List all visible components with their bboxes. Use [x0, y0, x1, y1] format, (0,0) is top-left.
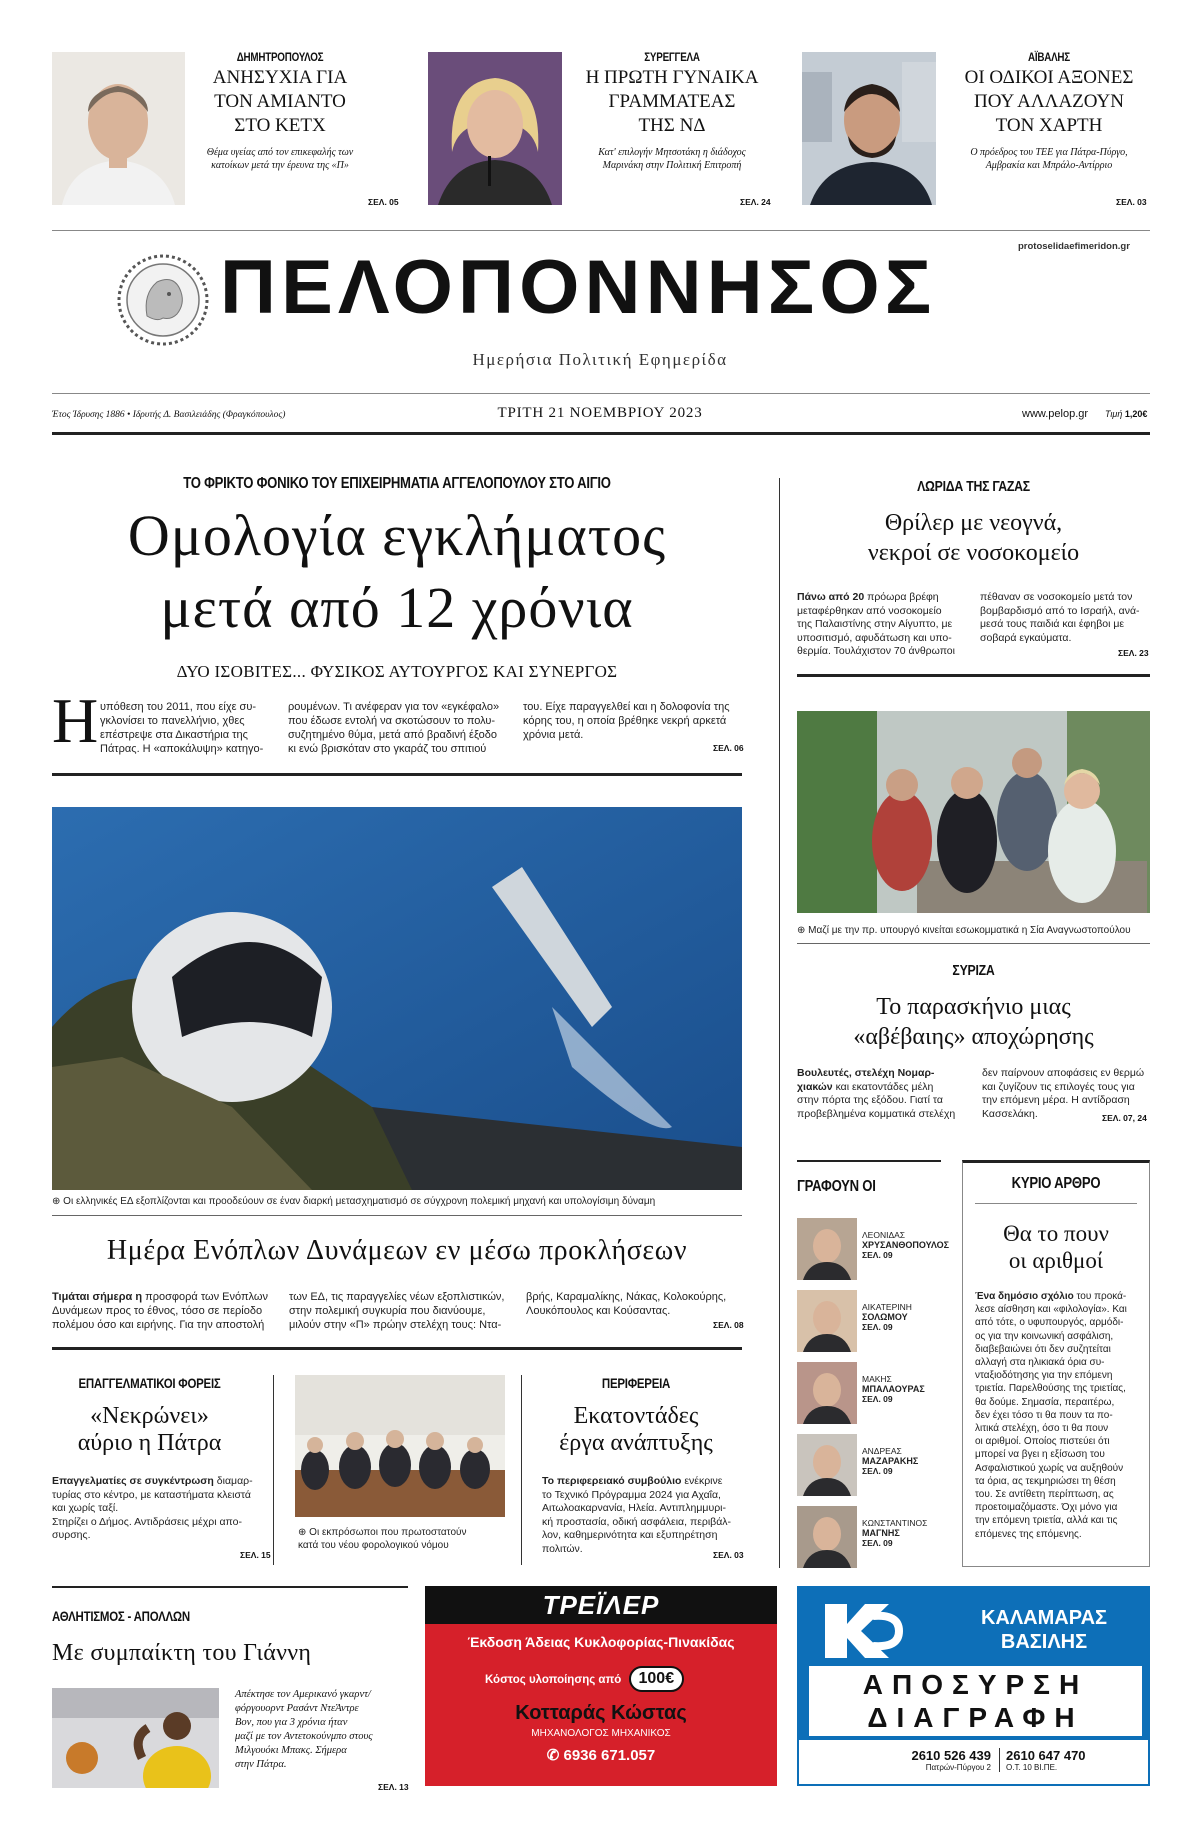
photo-basketball-player	[52, 1688, 219, 1788]
divider	[52, 1215, 742, 1216]
ad-kalamaras[interactable]	[797, 1586, 1150, 1786]
writer-name[interactable]: ΚΩΝΣΤΑΝΤΙΝΟΣ ΜΑΓΝΗΣ ΣΕΛ. 09	[862, 1518, 928, 1548]
story-headline[interactable]: Η ΠΡΩΤΗ ΓΥΝΑΙΚΑ ΓΡΑΜΜΑΤΕΑΣ ΤΗΣ ΝΔ	[585, 67, 759, 136]
editorial-title: ΚΥΡΙΟ ΑΡΘΡΟ	[1011, 1175, 1101, 1192]
gaza-col-2: πέθαναν σε νοσοκομείο μετά τον βομβαρδισμό από το Ισραήλ, ανά- μεσά τους παιδιά και έφηβοι με σοβαρά εγκαύματα.	[980, 591, 1140, 644]
gaza-col-1: Πάνω από 20 πρόωρα βρέφη μεταφέρθηκαν από νοσοκομείο της Παλαιστίνης στην Αίγυπτο, με υποσιτισμό, αφυδάτωση και υπο- θερμία. Τουλάχιστον 70 άνθρωποι	[797, 591, 955, 657]
page-ref: ΣΕΛ. 03	[713, 1550, 744, 1560]
masthead-title: ΠΕΛΟΠΟΝΝΗΣΟΣ	[220, 245, 937, 330]
editorial-text: Ένα δημόσιο σχόλιο του προκά- λεσε αίσθηση και «φιλολογία». Και από τότε, ο υφυπουργός, αρμόδι- ος για την κοινωνική ασφάλιση, διαβεβαιώνει ότι δεν συζητείται αλλαγή στα ηλικιακά όρια συ- νταξιοδότησης για την επόμενη τριετία. Παρελθούσης της τριετίας, θα δούμε. Σημασία, περαιτέρω, δεν έχει τόσο τι θα πουν τα πο- λιτικά στελέχη, όσο τι θα πουν οι αριθμοί. Οποίος πιστεύει ότι μπορεί να βγει η εξίσωση του Ασφαλιστικού χωρίς να αυξηθούν τα όρια, ας τεκμηριώσει τη θέση του. Σε αντίθετη περίπτωση, ας προετοιμαζόμαστε. Όχι μόνο για την επόμενη τριετία, αλλά και τις επόμενες της επόμενης.	[975, 1291, 1127, 1540]
ad-trailer-title: ΤΡΕΪΛΕΡ	[542, 1590, 660, 1620]
lead-deck: ΔΥΟ ΙΣΟΒΙΤΕΣ... ΦΥΣΙΚΟΣ ΑΥΤΟΥΡΓΟΣ ΚΑΙ ΣΥΝΕΡΓΟΣ	[176, 662, 618, 681]
ad-trailer[interactable]	[425, 1586, 777, 1786]
divider	[273, 1375, 274, 1565]
lead-col-3: του. Είχε παραγγελθεί και η δολοφονία της κόρης του, η οποία βρέθηκε νεκρή αρκετά χρόνια μετά.	[523, 701, 730, 741]
page-ref: ΣΕΛ. 06	[713, 743, 744, 753]
ad-kalamaras-service: ΑΠΟΣΥΡΣΗ ΔΙΑΓΡΑΦΗ	[809, 1666, 1142, 1736]
story-tag: ΑΪΒΑΛΗΣ	[1028, 50, 1070, 64]
region-kicker: ΠΕΡΙΦΕΡΕΙΑ	[601, 1375, 671, 1391]
syriza-col-1: Βουλευτές, στελέχη Νομαρ- χιακών και εκατοντάδες μέλη στην πόρτα της εξόδου. Γιατί τα προβεβλημένα κομματικά στελέχη	[797, 1067, 956, 1120]
divider	[52, 432, 1150, 435]
photo-syriza-women	[797, 711, 1150, 913]
page-ref: ΣΕΛ. 23	[1118, 648, 1149, 658]
founded-info: Έτος Ίδρυσης 1886 • Ιδρυτής Δ. Βασιλειάδης (Φραγκόπουλος)	[52, 410, 286, 420]
ad-trailer-name: Κοτταράς Κώστας	[515, 1702, 687, 1724]
writer-photo	[797, 1362, 857, 1424]
writer-photo	[797, 1434, 857, 1496]
divider	[521, 1375, 522, 1565]
lead-col-1: υπόθεση του 2011, που είχε συ- γκλονίσει το πανελλήνιο, χθες επέστρεψε στα Δικαστήρια της Πάτρας. Η «αποκάλυψη» κατηγο-	[100, 701, 264, 755]
page-ref: ΣΕΛ. 13	[378, 1782, 409, 1792]
divider	[797, 1160, 941, 1162]
photo-fighter-pilot	[52, 807, 742, 1190]
ad-kalamaras-logo-icon	[821, 1600, 903, 1662]
region-headline[interactable]: Εκατοντάδες έργα ανάπτυξης	[559, 1403, 713, 1456]
source-watermark: protoselidaefimeridon.gr	[1018, 241, 1130, 252]
ad-trailer-role: ΜΗΧΑΝΟΛΟΓΟΣ ΜΗΧΑΝΙΚΟΣ	[531, 1728, 671, 1739]
writer-name[interactable]: ΑΙΚΑΤΕΡΙΝΗ ΣΟΛΩΜΟΥ ΣΕΛ. 09	[862, 1302, 912, 1332]
army-col-2: των ΕΔ, τις παραγγελίες νέων εξοπλιστικών, στην πολεμική συγκυρία που διανύουμε, μιλούν στην «Π» πρώην στελέχη τους: Ντα-	[289, 1291, 505, 1331]
story-text: Θέμα υγείας από τον επικεφαλής των κατοίκων μετά την έρευνα της «Π»	[206, 147, 354, 171]
army-col-1: Τιμάται σήμερα η προσφορά των Ενόπλων Δυνάμεων προς το έθνος, τόσο σε περίοδο πολέμου όσο και ειρήνης. Για την αποστολή	[52, 1291, 268, 1331]
writer-photo	[797, 1218, 857, 1280]
sports-headline[interactable]: Με συμπαίκτη του Γιάννη	[52, 1640, 312, 1666]
phone-icon: ✆	[546, 1747, 560, 1764]
ad-kalamaras-address-1: Πατρών-Πύργου 2	[925, 1763, 991, 1772]
photo-caption: ⊕ Οι εκπρόσωποι που πρωτοστατούν κατά του νέου φορολογικού νόμου	[298, 1527, 467, 1551]
website-link[interactable]: www.pelop.gr	[1022, 408, 1089, 420]
page-ref: ΣΕΛ. 08	[713, 1320, 744, 1330]
professional-kicker: ΕΠΑΓΓΕΛΜΑΤΙΚΟΙ ΦΟΡΕΙΣ	[78, 1375, 221, 1391]
divider	[797, 943, 1150, 944]
army-col-3: βρής, Καραμαλίκης, Νάκας, Κολοκούρης, Λουκόπουλος και Κούσαντας.	[526, 1291, 727, 1317]
ad-kalamaras-phone-1: 2610 526 439	[911, 1748, 991, 1763]
divider	[52, 1586, 408, 1588]
editorial-headline[interactable]: Θα το πουν οι αριθμοί	[1003, 1221, 1109, 1273]
photo-representatives	[295, 1375, 505, 1517]
page-ref: ΣΕΛ. 07, 24	[1102, 1113, 1147, 1123]
ad-kalamaras-address-2: Ο.Τ. 10 ΒΙ.ΠΕ.	[1006, 1763, 1058, 1772]
army-headline[interactable]: Ημέρα Ενόπλων Δυνάμεων εν μέσω προκλήσεων	[106, 1235, 688, 1266]
photo-caption: ⊕ Οι ελληνικές ΕΔ εξοπλίζονται και προοδεύουν σε έναν διαρκή μετασχηματισμό σε σύγχρονη πολεμική μηχανή και υπολογίσιμη δύναμη	[52, 1196, 656, 1207]
price-label: Τιμή	[1105, 409, 1123, 419]
sports-kicker: ΑΘΛΗΤΙΣΜΟΣ - ΑΠΟΛΛΩΝ	[52, 1608, 190, 1624]
writer-name[interactable]: ΜΑΚΗΣ ΜΠΑΛΑΟΥΡΑΣ ΣΕΛ. 09	[862, 1374, 925, 1404]
writer-photo	[797, 1290, 857, 1352]
ad-trailer-price: 100€	[629, 1666, 685, 1692]
ad-kalamaras-phone-2: 2610 647 470	[1006, 1748, 1086, 1763]
syriza-kicker: ΣΥΡΙΖΑ	[952, 962, 995, 979]
price: 1,20€	[1124, 409, 1148, 419]
writers-title: ΓΡΑΦΟΥΝ ΟΙ	[797, 1178, 876, 1195]
lead-headline[interactable]: Ομολογία εγκλήματος μετά από 12 χρόνια	[127, 503, 667, 640]
writer-name[interactable]: ΛΕΟΝΙΔΑΣ ΧΡΥΣΑΝΘΟΠΟΥΛΟΣ ΣΕΛ. 09	[862, 1230, 950, 1260]
gaza-headline[interactable]: Θρίλερ με νεογνά, νεκροί σε νοσοκομείο	[867, 510, 1080, 566]
divider	[975, 1203, 1137, 1204]
divider	[52, 230, 1150, 231]
writer-photo	[797, 1506, 857, 1568]
story-tag: ΔΗΜΗΤΡΟΠΟΥΛΟΣ	[236, 50, 324, 64]
page-ref: ΣΕΛ. 05	[368, 197, 399, 207]
region-text: Το περιφερειακό συμβούλιο ενέκρινε το Τεχνικό Πρόγραμμα 2024 για Αχαΐα, Αιτωλοακαρνανία, Ηλεία. Αντιπλημμυρι- κή προστασία, οδική ασφάλεια, περιβάλ- λον, καθημερινότητα και εξυπηρέτηση πολιτών.	[542, 1475, 732, 1555]
lead-kicker: ΤΟ ΦΡΙΚΤΟ ΦΟΝΙΚΟ ΤΟΥ ΕΠΙΧΕΙΡΗΜΑΤΙΑ ΑΓΓΕΛΟΠΟΥΛΟΥ ΣΤΟ ΑΙΓΙΟ	[183, 475, 611, 492]
page-ref: ΣΕΛ. 15	[240, 1550, 271, 1560]
page-ref: ΣΕΛ. 03	[1116, 197, 1147, 207]
story-headline[interactable]: ΑΝΗΣΥΧΙΑ ΓΙΑ ΤΟΝ ΑΜΙΑΝΤΟ ΣΤΟ ΚΕΤΧ	[212, 67, 348, 136]
lead-col-2: ρουμένων. Τι ανέφεραν για τον «εγκέφαλο» που έδωσε εντολή να σκοτώσουν το πολυ- συζητημένο θύμα, μετά από βραδινή έξοδο κι ενώ βρισκόταν στο γκαράζ του σπιτιού	[288, 701, 500, 755]
story-tag: ΣΥΡΕΓΓΕΛΑ	[644, 50, 700, 64]
photo-caption: ⊕ Μαζί με την πρ. υπουργό κινείται εσωκομματικά η Σία Αναγνωστοπούλου	[797, 925, 1131, 936]
page-ref: ΣΕΛ. 24	[740, 197, 771, 207]
ad-trailer-phone: ✆ 6936 671.057	[546, 1747, 656, 1764]
masthead-subtitle: Ημερήσια Πολιτική Εφημερίδα	[472, 350, 728, 369]
professional-headline[interactable]: «Νεκρώνει» αύριο η Πάτρα	[77, 1403, 222, 1456]
divider	[797, 674, 1150, 677]
divider	[52, 393, 1150, 394]
photo-dimitropoulos	[52, 52, 185, 205]
column-divider	[779, 478, 780, 1568]
sports-text: Απέκτησε τον Αμερικανό γκαρντ/ φόργουορντ Ρασάντ ΝτεΆντρε Βον, που για 3 χρόνια ήταν μαζί με τον Αντετοκούνμπο στους Μιλγουόκι Μπακς. Σήμερα στην Πάτρα.	[235, 1689, 373, 1770]
story-text: Ο πρόεδρος του ΤΕΕ για Πάτρα-Πύργο, Αμβρακία και Μπράλο-Αντίρριο	[970, 147, 1128, 171]
story-text: Κατ' επιλογήν Μητσοτάκη η διάδοχος Μαρινάκη στην Πολιτική Επιτροπή	[598, 147, 746, 171]
photo-syrengela	[428, 52, 562, 205]
gaza-kicker: ΛΩΡΙΔΑ ΤΗΣ ΓΑΖΑΣ	[917, 478, 1030, 495]
syriza-col-2: δεν παίρνουν αποφάσεις εν θερμώ και ζυγίζουν τις επιλογές τους για την επόμενη μέρα. Η αντίδραση Κασσελάκη.	[982, 1067, 1145, 1120]
divider	[52, 1347, 742, 1350]
professional-text: Επαγγελματίες σε συγκέντρωση διαμαρ- τυρίας στο κέντρο, με καταστήματα κλειστά και χωρίς ταξί. Στηρίζει ο Δήμος. Αντιδράσεις μέχρι απο- συρσης.	[52, 1475, 253, 1541]
photo-aivalis	[802, 52, 936, 205]
dropcap: Η	[52, 685, 99, 756]
ad-kalamaras-name: ΚΑΛΑΜΑΡΑΣ ΒΑΣΙΛΗΣ	[980, 1607, 1108, 1653]
syriza-headline[interactable]: Το παρασκήνιο μιας «αβέβαιης» αποχώρησης	[853, 994, 1094, 1050]
masthead-logo-icon	[117, 254, 209, 346]
divider	[52, 773, 742, 776]
writer-name[interactable]: ΑΝΔΡΕΑΣ ΜΑΖΑΡΑΚΗΣ ΣΕΛ. 09	[862, 1446, 919, 1476]
ad-trailer-line: Έκδοση Άδειας Κυκλοφορίας-Πινακίδας	[467, 1634, 735, 1650]
ad-trailer-cost: Κόστος υλοποίησης από	[485, 1674, 622, 1686]
issue-date: ΤΡΙΤΗ 21 ΝΟΕΜΒΡΙΟΥ 2023	[497, 405, 703, 421]
story-headline[interactable]: ΟΙ ΟΔΙΚΟΙ ΑΞΟΝΕΣ ΠΟΥ ΑΛΛΑΖΟΥΝ ΤΟΝ ΧΑΡΤΗ	[964, 67, 1134, 136]
